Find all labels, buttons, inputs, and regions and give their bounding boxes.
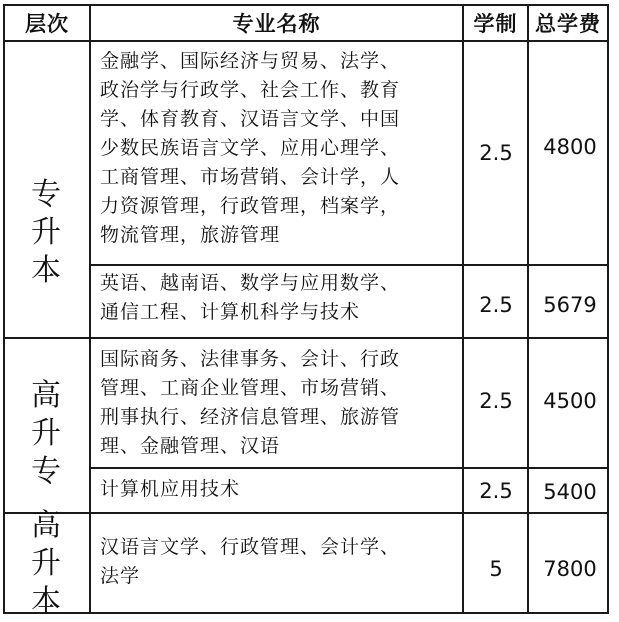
- group1-row-divider: [89, 264, 609, 266]
- majors-group2-row2: 计算机应用技术: [100, 478, 241, 500]
- level-column-border: [89, 4, 91, 614]
- fee-group2-row2: 5400: [543, 480, 597, 504]
- header-years: 学制: [473, 12, 518, 36]
- years-column-border: [527, 4, 529, 614]
- years-group3-row1: 5: [489, 557, 503, 581]
- fee-group3-row1: 7800: [543, 557, 597, 581]
- level-label-group3: 高 升 本: [31, 508, 61, 619]
- header-total-fee: 总学费: [535, 12, 601, 36]
- years-group2-row2: 2.5: [479, 479, 513, 503]
- years-group2-row1: 2.5: [479, 389, 513, 413]
- group2-divider: [3, 512, 609, 514]
- years-group1-row1: 2.5: [479, 141, 513, 165]
- level-label-group1: 专 升 本: [31, 177, 61, 288]
- majors-group2-row1: 国际商务、法律事务、会计、行政 管理、工商企业管理、市场营销、 刑事执行、经济信息管理、旅游管 理、金融管理、汉语: [100, 348, 401, 457]
- group1-divider: [3, 337, 609, 339]
- majors-group1-row1: 金融学、国际经济与贸易、法学、 政治学与行政学、社会工作、教育 学、体育教育、汉语言文学、中国 少数民族语言文学、应用心理学、 工商管理、市场营销、会计学，人 力资源管理，行政管理，档案学， 物流管理，旅游管理: [100, 50, 401, 246]
- header-major-name: 专业名称: [232, 12, 321, 36]
- majors-group1-row2: 英语、越南语、数学与应用数学、 通信工程、计算机科学与技术: [100, 272, 401, 323]
- fee-group2-row1: 4500: [543, 389, 597, 413]
- group2-row-divider: [89, 467, 609, 469]
- majors-group3-row1: 汉语言文学、行政管理、会计学、 法学: [100, 536, 401, 587]
- header-bottom-border: [3, 40, 609, 42]
- fee-group1-row2: 5679: [543, 293, 597, 317]
- level-label-group2: 高 升 专: [31, 378, 61, 489]
- fee-group1-row1: 4800: [543, 135, 597, 159]
- table-top-border: [3, 4, 609, 6]
- major-column-border: [462, 4, 464, 614]
- years-group1-row2: 2.5: [479, 293, 513, 317]
- header-level: 层次: [25, 12, 69, 36]
- table-bottom-border: [3, 612, 609, 614]
